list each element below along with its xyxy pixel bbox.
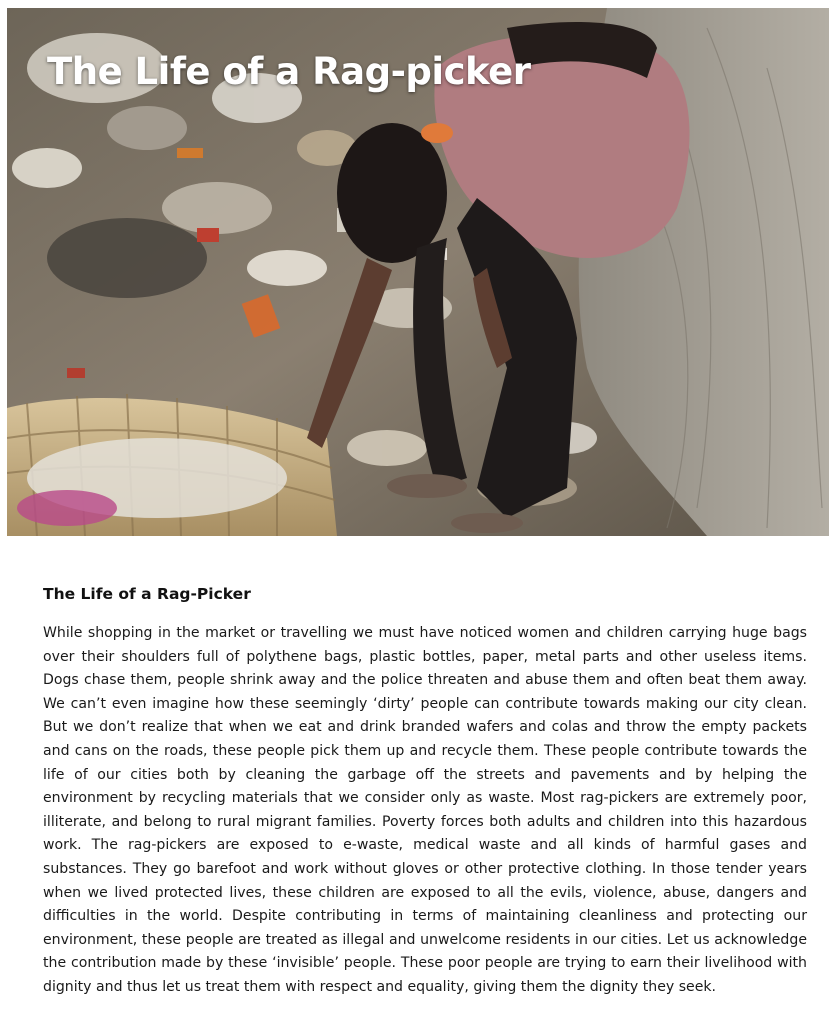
article-heading: The Life of a Rag-Picker	[43, 585, 251, 603]
article	[43, 583, 807, 1000]
article-body: While shopping in the market or travelling we must have noticed women and children carrying huge bags over their shoulders full of polythene bags, plastic bottles, paper, metal parts and other useless items. Dogs chase them, people shrink away and the police threaten and abuse them and often beat them away. We can’t even imagine how these seemingly ‘dirty’ people can contribute towards making our city clean. But we don’t realize that when we eat and drink branded wafers and colas and throw the empty packets and cans on the roads, these people pick them up and recycle them. These people contribute towards the life of our cities both by cleaning the garbage off the streets and pavements and by helping the environment by recycling materials that we consider only as waste. Most rag-pickers are extremely poor, illiterate, and belong to rural migrant families. Poverty forces both adults and children into this hazardous work. The rag-pickers are exposed to e-waste, medical waste and all kinds of harmful gases and substances. They go barefoot and work without gloves or other protective clothing. In those tender years when we lived protected lives, these children are exposed to all the evils, violence, abuse, dangers and difficulties in the world. Despite contributing in terms of maintaining cleanliness and protecting our environment, these people are treated as illegal and unwelcome residents in our cities. Let us acknowledge the contribution made by these ‘invisible’ people. These poor people are trying to earn their livelihood with dignity and thus let us treat them with respect and equality, giving them the dignity they seek.	[43, 625, 807, 995]
hero-banner	[7, 8, 829, 536]
hero-title: The Life of a Rag-picker	[47, 50, 531, 93]
